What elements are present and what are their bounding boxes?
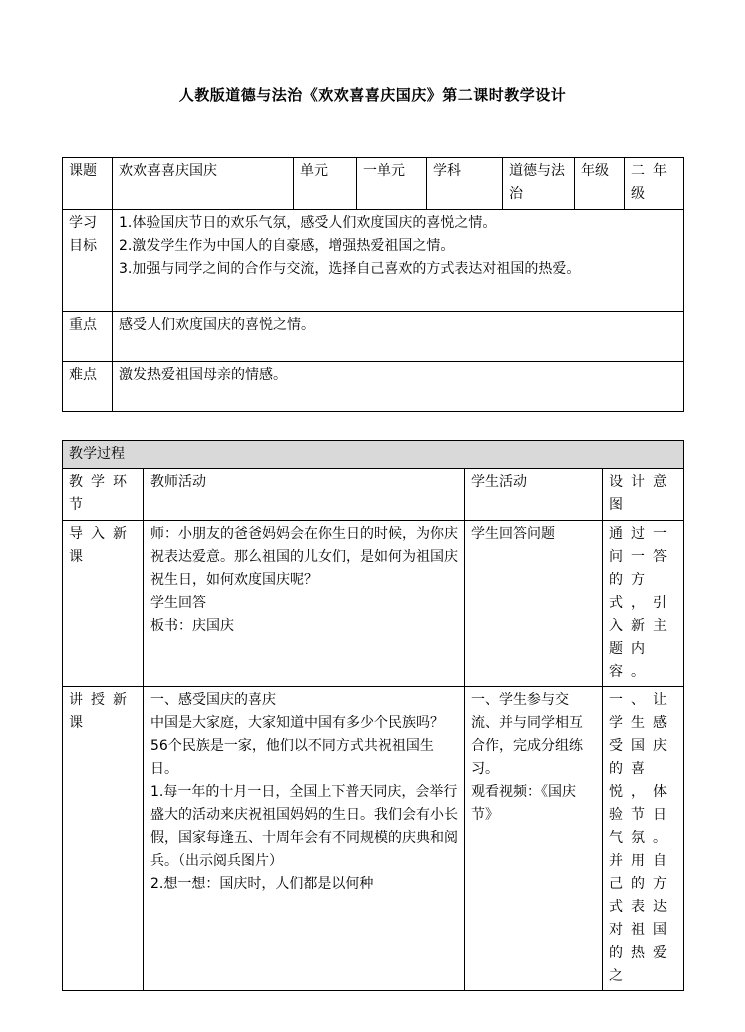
stage-cell: 讲授新课 bbox=[63, 687, 144, 991]
key-value: 感受人们欢度国庆的喜悦之情。 bbox=[113, 312, 684, 362]
unit-value: 一单元 bbox=[357, 158, 427, 210]
student-paragraph: 一、学生参与交流、并与同学相互合作，完成分组练习。 bbox=[471, 692, 583, 777]
subject-label: 学科 bbox=[427, 158, 503, 210]
process-table bbox=[62, 440, 684, 991]
student-cell bbox=[465, 521, 603, 687]
grade-value: 二年级 bbox=[625, 158, 684, 210]
teacher-paragraph: 2.想一想：国庆时，人们都是以何种 bbox=[150, 876, 374, 892]
col-intent-header: 设计意图 bbox=[603, 469, 684, 521]
student-paragraph: 观看视频：《国庆节》 bbox=[471, 784, 576, 823]
goals-label: 学习目标 bbox=[63, 210, 113, 312]
stage-cell: 导入新课 bbox=[63, 521, 144, 687]
student-cell bbox=[465, 687, 603, 991]
difficulty-label: 难点 bbox=[63, 362, 113, 412]
intent-cell: 一、让学生感受国庆的喜悦，体验节日气氛。并用自己的方式表达对祖国的热爱之 bbox=[603, 687, 684, 991]
teacher-paragraph: 板书：庆国庆 bbox=[150, 618, 234, 634]
document-title: 人教版道德与法治《欢欢喜喜庆国庆》第二课时教学设计 bbox=[178, 86, 567, 104]
goal-item: 3.加强与同学之间的合作与交流，选择自己喜欢的方式表达对祖国的热爱。 bbox=[119, 261, 581, 277]
teacher-paragraph: 学生回答 bbox=[150, 595, 206, 611]
process-header: 教学过程 bbox=[63, 441, 684, 469]
col-teacher-header: 教师活动 bbox=[144, 469, 465, 521]
table-row bbox=[63, 521, 684, 687]
key-label: 重点 bbox=[63, 312, 113, 362]
difficulty-value: 激发热爱祖国母亲的情感。 bbox=[113, 362, 684, 412]
teacher-paragraph: 56个民族是一家，他们以不同方式共祝祖国生日。 bbox=[150, 738, 434, 777]
intent-cell: 通过一问一答的方式，引入新主题内容。 bbox=[603, 521, 684, 687]
grade-label: 年级 bbox=[575, 158, 625, 210]
teacher-paragraph: 一、感受国庆的喜庆 bbox=[150, 692, 276, 708]
goal-item: 1.体验国庆节日的欢乐气氛，感受人们欢度国庆的喜悦之情。 bbox=[119, 215, 497, 231]
teacher-paragraph: 中国是大家庭，大家知道中国有多少个民族吗？ bbox=[150, 715, 444, 731]
topic-label: 课题 bbox=[63, 158, 113, 210]
goal-item: 2.激发学生作为中国人的自豪感，增强热爱祖国之情。 bbox=[119, 238, 455, 254]
teacher-paragraph: 1.每一年的十月一日，全国上下普天同庆，会举行盛大的活动来庆祝祖国妈妈的生日。我们会有小长假，国家每逢五、十周年会有不同规模的庆典和阅兵。（出示阅兵图片） bbox=[150, 784, 458, 869]
student-paragraph: 学生回答问题 bbox=[471, 526, 555, 542]
info-table bbox=[62, 157, 684, 412]
teacher-cell bbox=[144, 521, 465, 687]
table-row bbox=[63, 687, 684, 991]
topic-value: 欢欢喜喜庆国庆 bbox=[113, 158, 294, 210]
col-stage-header: 教学环节 bbox=[63, 469, 144, 521]
teacher-cell bbox=[144, 687, 465, 991]
unit-label: 单元 bbox=[294, 158, 357, 210]
col-student-header: 学生活动 bbox=[465, 469, 603, 521]
teacher-paragraph: 师：小朋友的爸爸妈妈会在你生日的时候，为你庆祝表达爱意。那么祖国的儿女们，是如何为祖国庆祝生日，如何欢度国庆呢？ bbox=[150, 526, 458, 588]
goals-cell bbox=[113, 210, 684, 312]
subject-value: 道德与法治 bbox=[503, 158, 575, 210]
